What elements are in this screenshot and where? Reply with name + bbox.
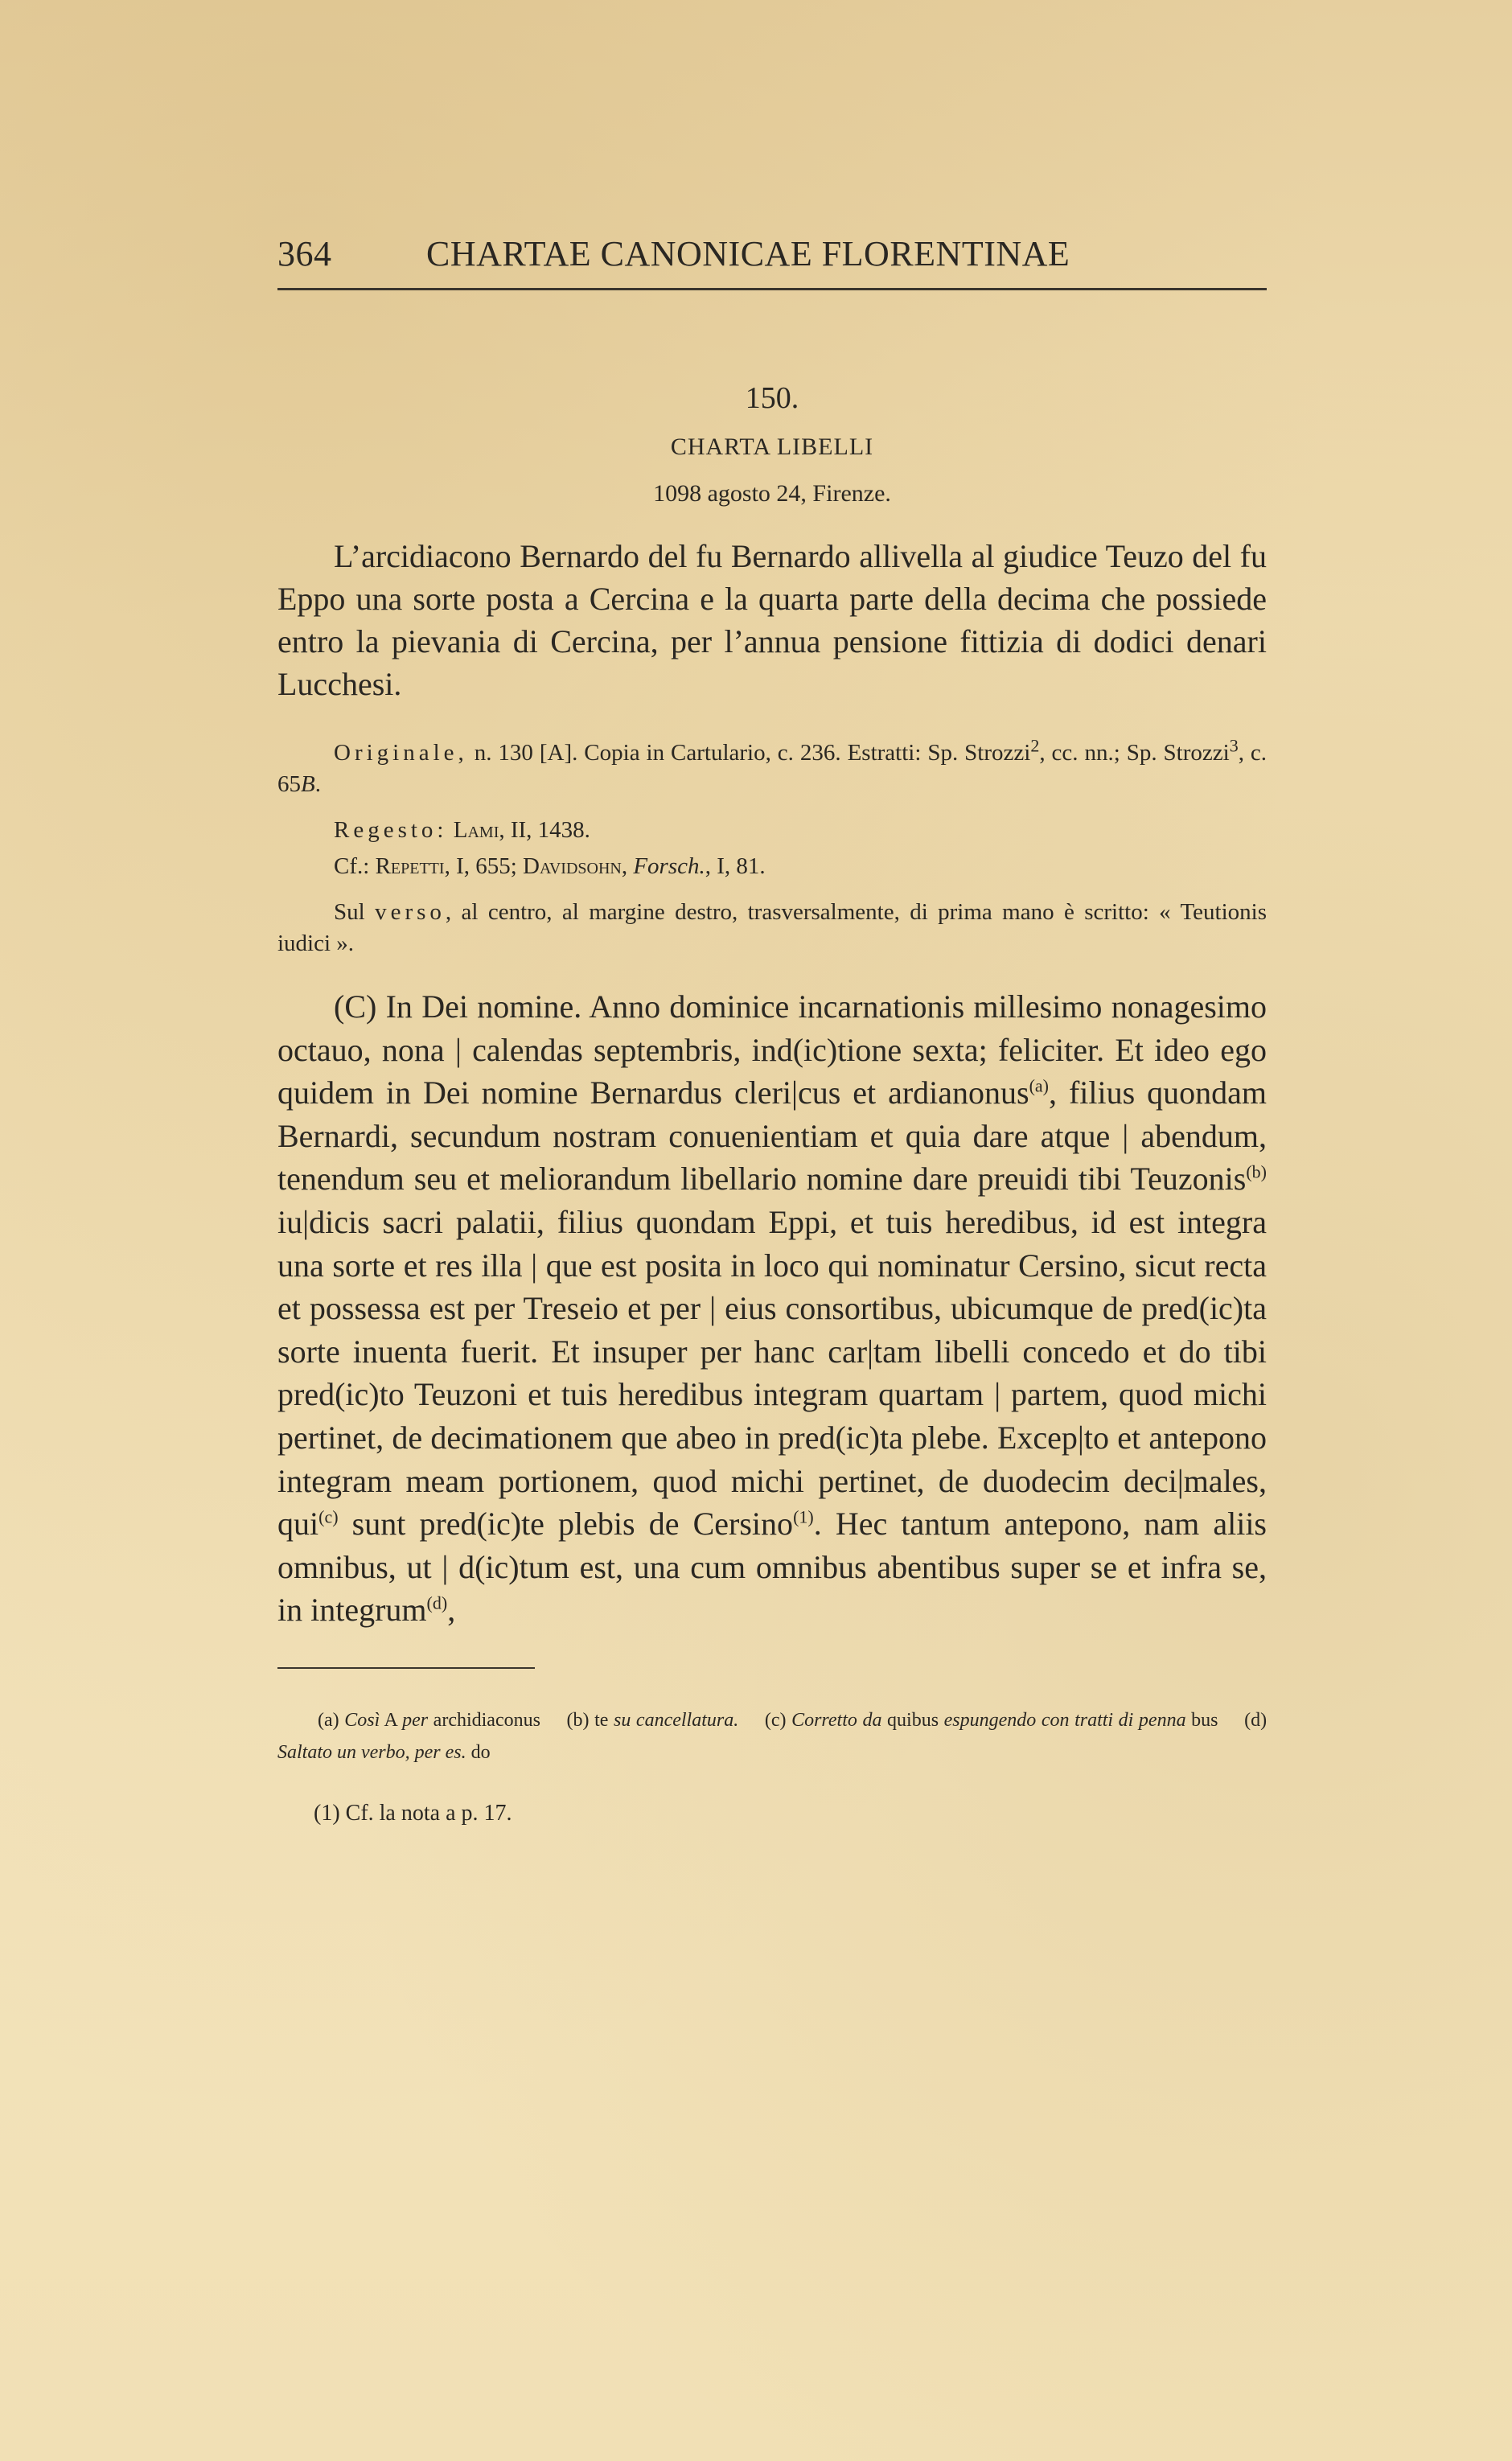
header-rule (277, 288, 1267, 290)
note-italic: Corretto da (791, 1709, 882, 1731)
explanatory-note: (1) Cf. la nota a p. 17. (314, 1800, 512, 1826)
cf-ref: , (621, 853, 634, 879)
regesto-author: Lami (453, 817, 499, 843)
verso-note (277, 897, 1267, 959)
critical-note-b (567, 1710, 739, 1731)
note-marker: (b) (566, 1709, 590, 1731)
cf-author: Repetti (375, 853, 445, 879)
tradition-text: n. 130 [A]. Copia in Cartulario, c. 236. Estratti: Sp. Strozzi (467, 740, 1031, 766)
verso-label: verso (375, 899, 446, 925)
tradition-text: , cc. nn.; Sp. Strozzi (1039, 740, 1230, 766)
archival-apparatus (277, 737, 1267, 959)
critical-note-a (318, 1710, 540, 1731)
charter-text-segment: iu|dicis sacri palatii, filius quondam Eppi, et tuis heredibus, id est integra una sorte et res illa | que est posita in loco qui nominatur Cersino, sicut recta et possessa est per Treseio et per | eius consortibus, ubicumque de pred(ic)ta sorte inuenta fuerit. Et insuper per hanc car|tam libelli concedo et do tibi pred(ic)to Teuzoni et tuis heredibus integram quartam | partem, quod michi pertinet, de decimationem que abeo in pred(ic)ta plebe. Excep|to et antepono integram meam portionem, quod michi pertinet, de duodecim deci|males, qui (277, 1203, 1267, 1543)
document-number: 150. (745, 381, 799, 415)
page-number: 364 (277, 234, 332, 273)
charter-text-segment: , (447, 1592, 456, 1629)
document-type: CHARTA LIBELLI (670, 433, 874, 460)
book-page (277, 233, 1267, 1849)
note-italic: Così (344, 1709, 380, 1731)
cf-label: Cf.: (334, 853, 376, 879)
verso-text: Sul (334, 899, 376, 925)
critical-note-c (765, 1710, 1218, 1731)
note-marker-b: (b) (1246, 1162, 1267, 1183)
note-marker-c: (c) (318, 1506, 339, 1527)
regest-summary: L’arcidiacono Bernardo del fu Bernardo allivella al giudice Teuzo del fu Eppo una sorte posta a Cercina e la quarta parte della decima che possiede entro la pievania di Cercina, per l’annua pensione fittizia di dodici denari Lucchesi. (277, 538, 1267, 702)
critical-notes (277, 1704, 1267, 1769)
charter-text-segment: sunt pred(ic)te plebis de Cersino (338, 1506, 794, 1543)
charter-text (277, 985, 1267, 1632)
note-italic: su cancellatura. (614, 1709, 739, 1731)
tradition-label: Originale, (334, 740, 468, 766)
note-marker: (c) (764, 1709, 787, 1731)
regesto-note (277, 815, 1267, 846)
cf-note (277, 851, 1267, 882)
superscript: 3 (1229, 735, 1239, 756)
note-plain: A (380, 1709, 403, 1731)
note-marker-d: (d) (426, 1592, 448, 1613)
note-marker-a: (a) (1029, 1075, 1050, 1096)
tradition-text: , c. 65 (277, 740, 1268, 797)
tradition-note (277, 737, 1267, 800)
note-plain: quibus (881, 1709, 944, 1731)
charter-text-segment: , filius quondam Bernardi, secundum nostram conuenientiam et quia dare atque | abendum, tenendum seu et meliorandum libellario nomine dare preuidi tibi Teuzonis (277, 1074, 1267, 1198)
tradition-text: . (314, 771, 321, 797)
note-italic: Saltato un verbo, per es. (277, 1741, 466, 1763)
cf-ref: , I, 655; (444, 853, 524, 879)
regesto-label: Regesto: (334, 817, 448, 843)
note-italic: per (402, 1709, 429, 1731)
note-italic: espungendo con tratti di penna (943, 1709, 1186, 1731)
note-marker: (d) (1244, 1709, 1268, 1731)
cf-ref: , I, 81. (705, 853, 766, 879)
verso-text: , al centro, al margine destro, trasversalmente, di prima mano è scritto: « Teutionis iudici ». (277, 899, 1268, 956)
cf-author: Davidsohn (523, 853, 622, 879)
cf-work: Forsch. (633, 853, 705, 879)
charter-text-segment: (C) In Dei nomine. Anno dominice incarnationis millesimo nonagesimo octauo, nona | calendas septembris, ind(ic)tione sexta; feliciter. Et ideo ego quidem in Dei nomine Bernardus cleri|cus et ardianonus (277, 988, 1267, 1111)
regesto-ref: , II, 1438. (499, 817, 590, 843)
note-plain: do (466, 1741, 491, 1763)
superscript: 2 (1030, 735, 1040, 756)
note-marker-1: (1) (793, 1506, 814, 1527)
note-plain: archidiaconus (428, 1709, 540, 1731)
note-plain: te (589, 1709, 614, 1731)
footnote-rule (277, 1667, 535, 1669)
tradition-text-italic: B (301, 771, 315, 797)
note-marker: (a) (318, 1709, 339, 1731)
charter-text-segment: . Hec tantum antepono, nam aliis omnibus, ut | d(ic)tum est, una cum omnibus abentibus super se et infra se, in integrum (277, 1506, 1267, 1629)
document-date-place: 1098 agosto 24, Firenze. (653, 480, 891, 507)
running-title: CHARTAE CANONICAE FLORENTINAE (426, 234, 1070, 273)
note-plain: bus (1185, 1709, 1218, 1731)
running-head (277, 233, 1267, 283)
